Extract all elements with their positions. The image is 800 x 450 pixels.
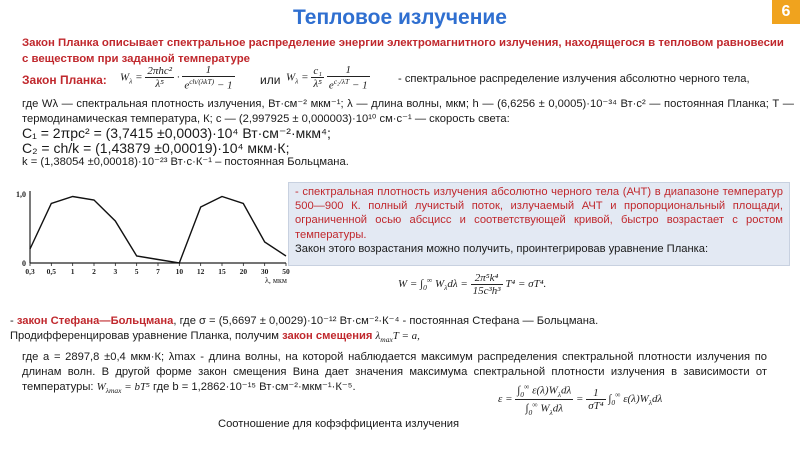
transmission-chart xyxy=(8,185,298,285)
x-tick-label: 30 xyxy=(260,267,269,276)
x-tick-label: 7 xyxy=(156,267,160,276)
x-tick-label: 0,3 xyxy=(25,267,35,276)
x-tick-label: 10 xyxy=(175,267,184,276)
params-line: где Wλ — спектральная плотность излучения, Вт·см⁻² мкм⁻¹; λ — длина волны, мкм; h — (6,6256 ± 0,0005)·10⁻³⁴ Вт·с² — постоянная Планка; Т — термодинамическая температура, К; с — (2,997925 ± 0,000003)·10¹⁰ см·с⁻¹ — скорость света: xyxy=(22,98,794,125)
planck-formula-2: $W_\lambda$ = $\frac{\text{c₁}}{\text{λ⁵}}$ $\frac{1}{e^{c_2/\lambda T} - 1}$ xyxy=(286,64,368,92)
x-tick-label: 50 xyxy=(282,267,290,276)
or-word: или xyxy=(260,73,281,87)
slide-number-badge: 6 xyxy=(772,0,800,24)
wien-formula: $\lambda_{max}T = a$, xyxy=(375,330,420,345)
x-tick-label: 20 xyxy=(239,267,248,276)
wien-text: где а = 2897,8 ±0,4 мкм·К; λmax - длина волны, на которой наблюдается максимум распределения спектральной плотности излучения по длинам волн. В другой форме закон смещения Вина дает значения максимума спектральной плотности излучения в зависимости от температуры: xyxy=(22,351,767,393)
x-tick-label: 2 xyxy=(92,267,96,276)
emissivity-relation: Соотношение для кофэффициента излучения xyxy=(218,418,460,430)
stefan-boltzmann-formula: $W = \int_0^\infty$ $W_\lambda d\lambda$ = $\frac{\text{2π⁵k⁴}}{\text{15c³h³}}$ T⁴ = σT⁴. xyxy=(398,272,547,297)
spectral-density-note xyxy=(288,182,790,266)
y-tick-label: 1,0 xyxy=(16,190,26,199)
x-tick-label: 15 xyxy=(218,267,226,276)
x-tick-label: 1 xyxy=(70,267,75,276)
params-c1: С₁ = 2πpc² = (3,7415 ±0,0003)·10⁴ Вт·см⁻²·мкм⁴; xyxy=(22,125,331,142)
stefan-name: закон Стефана—Больцмана xyxy=(16,315,174,327)
stefan-prefix: - xyxy=(10,315,17,327)
transmission-curve xyxy=(30,197,286,264)
planck-parameters xyxy=(22,97,794,170)
planck-description: - спектральное распределение излучения абсолютно черного тела, xyxy=(398,73,750,85)
wien-max-formula: $W_{\lambda max} = bT^5$ xyxy=(96,381,150,396)
wien-intro: Продифференцировав уравнение Планка, получим xyxy=(10,330,283,342)
y-tick-label: 0 xyxy=(22,259,26,268)
planck-formula-1: $W_\lambda$ = $\frac{\text{2πhc²}}{\text{λ⁵}}$ · $\frac{1}{e^{ch/(\lambda kT)} - 1}$ xyxy=(120,64,233,92)
spectral-density-text: - спектральная плотность излучения абсолютно черного тела (АЧТ) в диапазоне температур 500—900 К. полный лучистый поток, излучаемый АЧТ и пропорциональный площади, ограниченной осью абсцисс и соответствующей кривой, быстро возрастает с ростом температуры. xyxy=(295,186,783,241)
stefan-rest: , где σ = (5,6697 ± 0,0029)·10⁻¹² Вт·см⁻²·К⁻⁴ - постоянная Стефана — Больцмана. xyxy=(173,315,599,327)
wien-b: где b = 1,2862·10⁻¹⁵ Вт·см⁻²·мкм⁻¹·К⁻⁵. xyxy=(153,381,356,393)
emissivity-formula: ε = $\frac{\int_0^\infty \varepsilon(\lambda)W_\lambda d\lambda}{\int_0^\infty W_\lambda d\lambda}$ = $\frac{1}{\text{σT⁴}}$ $\int_0^\infty$ $\varepsilon(\lambda)W_\lambda d\lambda$ xyxy=(498,382,663,417)
x-axis-label: λ, мкм xyxy=(265,276,287,285)
params-c2: С₂ = ch/k = (1,43879 ±0,00019)·10⁴ мкм·К; xyxy=(22,139,290,156)
params-k: k = (1,38054 ±0,00018)·10⁻²³ Вт·с·К⁻¹ – постоянная Больцмана. xyxy=(22,156,349,169)
slide-title: Тепловое излучение xyxy=(293,6,507,29)
x-tick-label: 12 xyxy=(196,267,205,276)
x-tick-label: 5 xyxy=(134,267,139,276)
x-tick-label: 0,5 xyxy=(46,267,57,276)
planck-label: Закон Планка: xyxy=(22,73,107,87)
stefan-boltzmann-law xyxy=(10,314,790,347)
intro-paragraph: Закон Планка описывает спектральное распределение энергии электромагнитного излучения, находящегося в тепловом равновесии с веществом при заданной температуре xyxy=(22,37,784,65)
integration-hint: Закон этого возрастания можно получить, проинтегрировав уравнение Планка: xyxy=(295,242,709,255)
x-tick-label: 3 xyxy=(113,267,118,276)
wien-name: закон смещения xyxy=(282,330,373,342)
